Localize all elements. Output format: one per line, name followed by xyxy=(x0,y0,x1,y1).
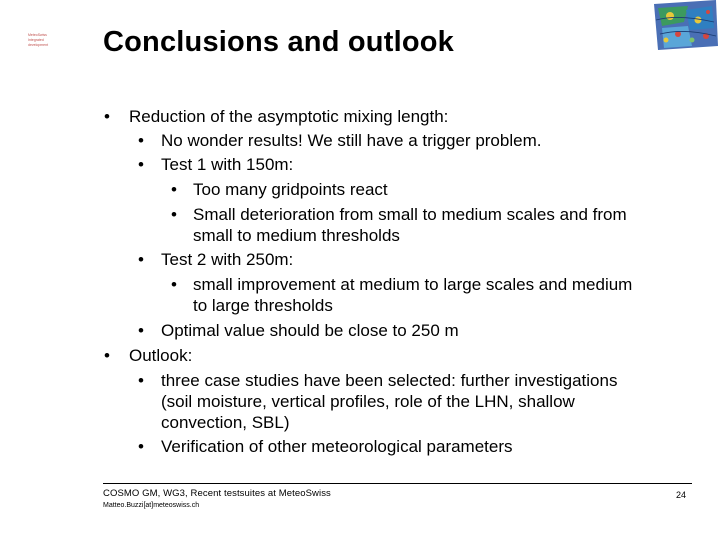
bullet-dot: • xyxy=(171,180,177,199)
bullet-dot: • xyxy=(138,321,144,340)
map-thumbnail-image xyxy=(648,0,720,52)
bullet-l2: Verification of other meteorological parameters xyxy=(161,437,513,456)
bullet-l2: Test 2 with 250m: xyxy=(161,250,294,269)
footer-email: Matteo.Buzzi[at]meteoswiss.ch xyxy=(103,502,200,509)
page-number: 24 xyxy=(676,490,687,500)
bullet-l3: Small deterioration from small to medium scales and from xyxy=(193,205,627,224)
footer-divider xyxy=(103,483,692,484)
bullet-l2: Test 1 with 150m: xyxy=(161,155,294,174)
bullet-dot: • xyxy=(138,371,144,390)
bullet-dot: • xyxy=(104,107,110,126)
bullet-dot: • xyxy=(138,131,144,150)
page-title: Conclusions and outlook xyxy=(103,26,454,58)
bullet-l3: small improvement at medium to large scales and medium xyxy=(193,275,633,294)
logo-line-1: MeteoSwiss xyxy=(28,33,47,37)
logo-line-2: Integrated xyxy=(28,38,44,42)
logo-line-3: development xyxy=(28,43,49,47)
bullet-l2: Optimal value should be close to 250 m xyxy=(161,321,459,340)
bullet-dot: • xyxy=(171,275,177,294)
bullet-dot: • xyxy=(138,155,144,174)
bullet-l3-continuation: to large thresholds xyxy=(193,296,333,315)
bullet-l1: Reduction of the asymptotic mixing length: xyxy=(129,107,449,126)
bullet-l3: Too many gridpoints react xyxy=(193,180,388,199)
logo xyxy=(28,33,68,48)
footer-text: COSMO GM, WG3, Recent testsuites at MeteoSwiss xyxy=(103,488,331,499)
bullet-l1: Outlook: xyxy=(129,346,193,365)
bullet-l2: No wonder results! We still have a trigger problem. xyxy=(161,131,542,150)
bullet-l3-continuation: small to medium thresholds xyxy=(193,226,400,245)
bullet-dot: • xyxy=(138,250,144,269)
bullet-l2-continuation: convection, SBL) xyxy=(161,413,290,432)
bullet-dot: • xyxy=(171,205,177,224)
bullet-l2: three case studies have been selected: further investigations xyxy=(161,371,618,390)
bullet-dot: • xyxy=(138,437,144,456)
bullet-l2-continuation: (soil moisture, vertical profiles, role of the LHN, shallow xyxy=(161,392,575,411)
bullet-dot: • xyxy=(104,346,110,365)
